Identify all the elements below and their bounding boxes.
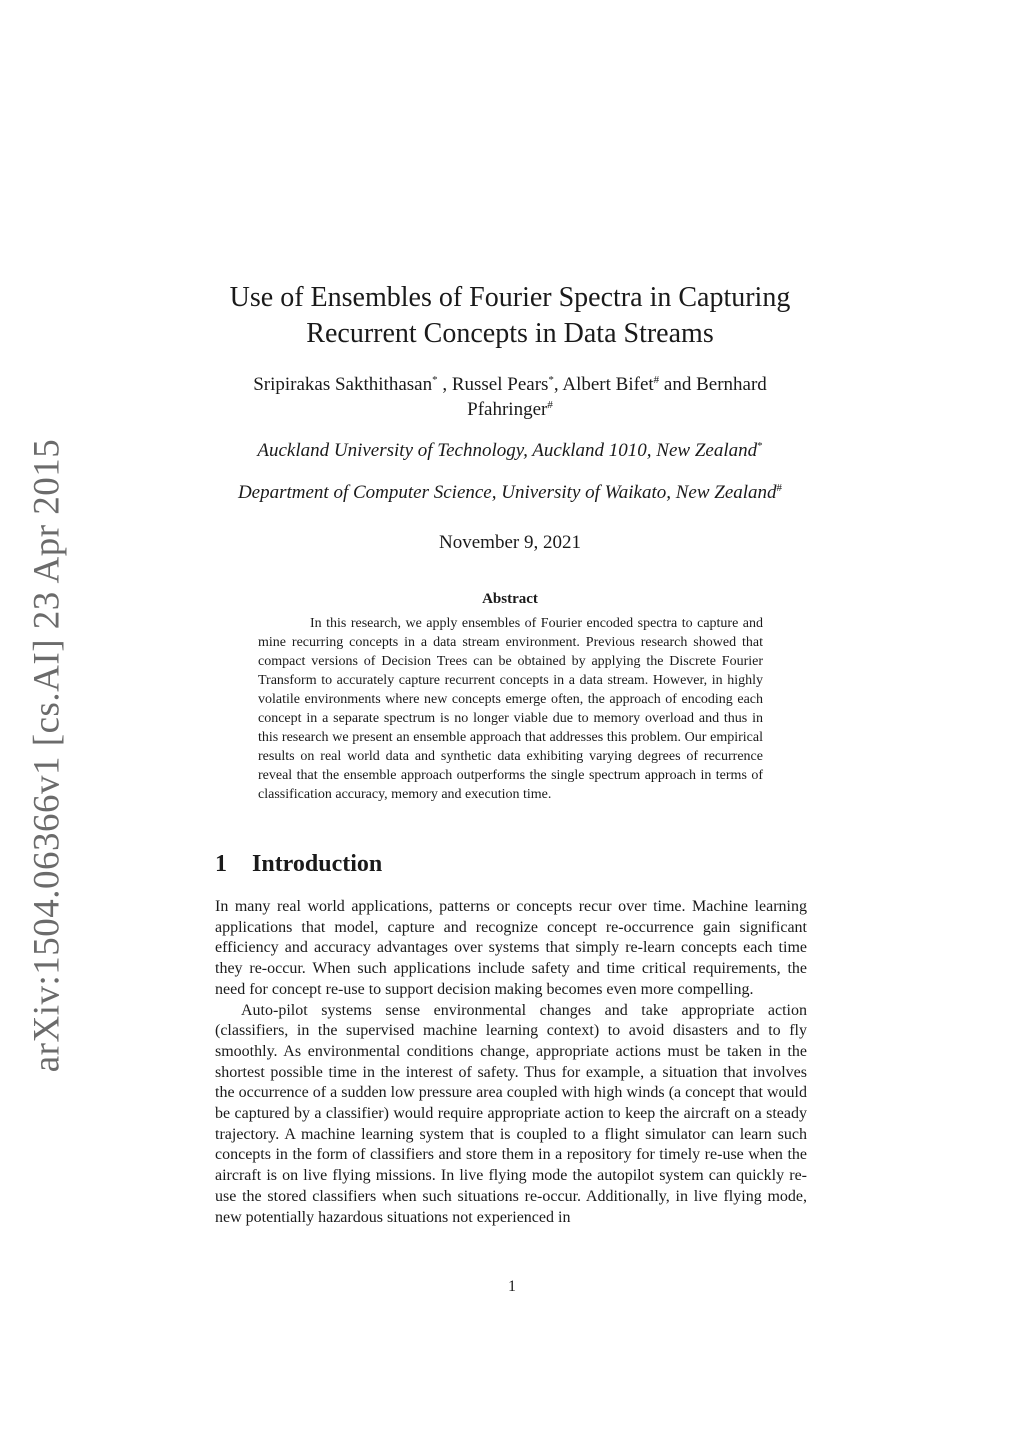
affiliation-text: Department of Computer Science, University of Waikato, New Zealand xyxy=(237,482,777,503)
author-name: Albert Bifet xyxy=(562,374,654,395)
affiliation-mark: # xyxy=(653,374,660,386)
author-name: Pfahringer xyxy=(467,399,548,420)
author-separator: , xyxy=(553,374,563,395)
paper-date: November 9, 2021 xyxy=(439,532,581,553)
paragraph: In many real world applications, patterns or concepts recur over time. Machine learning applications that model, capture and recognize concept re-occurrence gain significant efficiency and accuracy advantages over systems that simply re-learn concepts each time they re-occur. When such applications include safety and time critical requirements, the need for concept re-use to support decision making becomes even more compelling. xyxy=(215,898,807,998)
affiliation-text: Auckland University of Technology, Auckland 1010, New Zealand xyxy=(257,440,758,461)
page-number: 1 xyxy=(508,1278,516,1295)
title-line-1: Use of Ensembles of Fourier Spectra in Capturing xyxy=(229,282,791,313)
paper-title xyxy=(180,280,840,352)
author-list xyxy=(180,372,840,422)
affiliation-mark: * xyxy=(432,374,438,386)
title-line-2: Recurrent Concepts in Data Streams xyxy=(306,318,714,349)
abstract-heading: Abstract xyxy=(482,591,538,607)
section-title: Introduction xyxy=(252,851,383,877)
introduction-body xyxy=(215,897,807,1228)
affiliation-waikato xyxy=(150,482,870,504)
affiliation-mark: * xyxy=(548,374,554,386)
author-separator: and Bernhard xyxy=(659,374,767,395)
affiliation-mark: * xyxy=(757,440,763,452)
section-number: 1 xyxy=(215,851,227,877)
author-name: Sripirakas Sakthithasan xyxy=(253,374,433,395)
affiliation-mark: # xyxy=(547,399,553,411)
paragraph: Auto-pilot systems sense environmental changes and take appropriate action (classifiers, in the supervised machine learning context) to avoid disasters and to fly smoothly. As environmental conditions change, appropriate actions must be taken in the shortest possible time in the interest of safety. Thus for example, a situation that involves the occurrence of a sudden low pressure area coupled with high winds (a concept that would be captured by a classifier) would require appropriate action to keep the aircraft on a steady trajectory. A machine learning system that is coupled to a flight simulator can learn such concepts in the form of classifiers and store them in a repository for timely re-use when the aircraft is on live flying missions. In live flying mode the autopilot system can quickly re-use the stored classifiers when such situations re-occur. Additionally, in live flying mode, new potentially hazardous situations not experienced in xyxy=(215,1001,807,1226)
affiliation-mark: # xyxy=(776,482,783,494)
abstract-text: In this research, we apply ensembles of Fourier encoded spectra to capture and mine recurring concepts in a data stream environment. Previous research showed that compact versions of Decision Trees can be obtained by applying the Discrete Fourier Transform to accurately capture recurrent concepts in a data stream. However, in highly volatile environments where new concepts emerge often, the approach of encoding each concept in a separate spectrum is no longer viable due to memory overload and thus in this research we present an ensemble approach that addresses this problem. Our empirical results on real world data and synthetic data exhibiting varying degrees of recurrence reveal that the ensemble approach outperforms the single spectrum approach in terms of classification accuracy, memory and execution time. xyxy=(258,616,763,802)
author-separator: , xyxy=(437,374,452,395)
author-name: Russel Pears xyxy=(451,374,549,395)
section-heading xyxy=(215,851,382,878)
abstract-body xyxy=(258,614,763,804)
arxiv-identifier-text: arXiv:1504.06366v1 [cs.AI] 23 Apr 2015 xyxy=(26,438,68,1072)
affiliation-aut xyxy=(150,440,870,462)
arxiv-identifier-stamp xyxy=(22,438,72,1072)
